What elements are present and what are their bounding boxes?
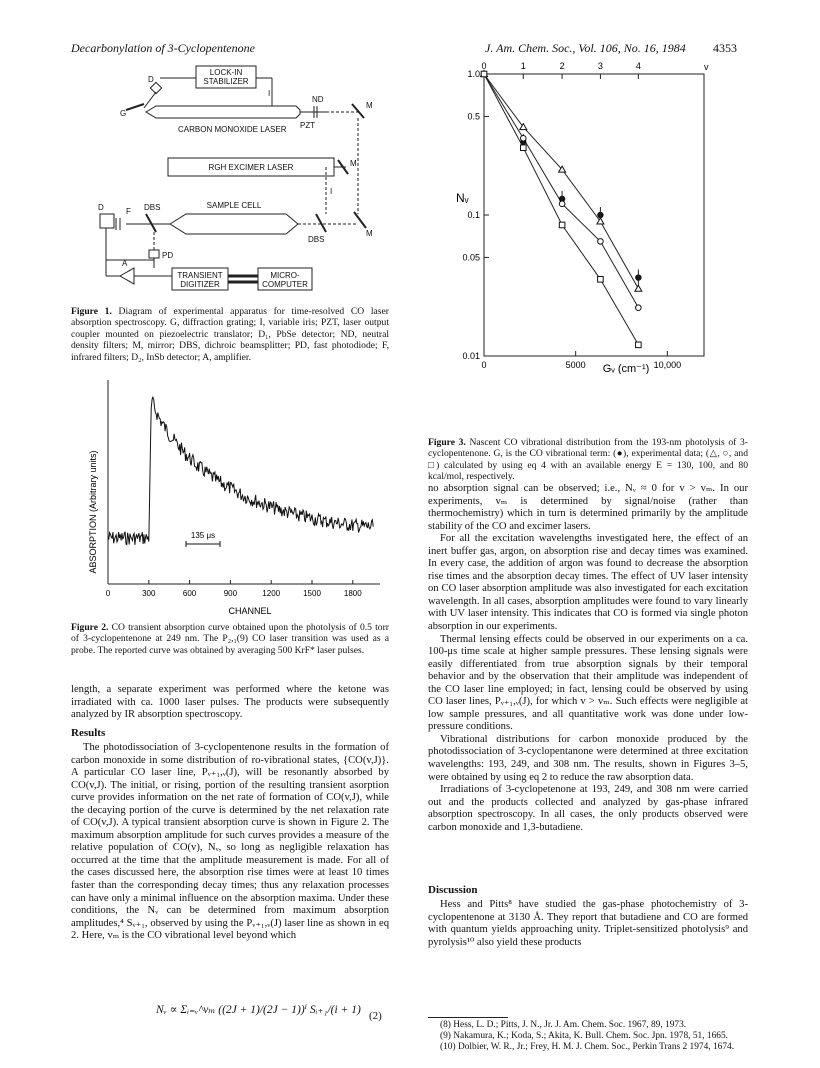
figure3-frame bbox=[484, 74, 704, 356]
right-paragraph-5: Irradiations of 3-cyclopetenone at 193, 249, and 308 nm were carried out and the products collected and analyzed by gas-phase infrared absorption spectroscopy. In all cases, the only products observed were carbon monoxide and 1,3-butadiene. bbox=[428, 784, 748, 833]
figure3-point-circle bbox=[520, 135, 526, 141]
d2-label: D bbox=[98, 203, 104, 212]
figure3-top-tick-label: 1 bbox=[520, 61, 526, 71]
figure2-transient-chart bbox=[80, 372, 390, 620]
figure1-caption bbox=[71, 306, 389, 363]
figure3-top-axis-label: v bbox=[704, 62, 709, 72]
figure2-xtick-label: 0 bbox=[105, 589, 111, 598]
mirror3-label: M bbox=[366, 229, 373, 238]
sample-cell-label: SAMPLE CELL bbox=[206, 201, 262, 210]
figure3-point-triangle bbox=[635, 285, 642, 291]
figure3-ytick-label: 0.01 bbox=[462, 351, 480, 361]
references bbox=[428, 1020, 748, 1052]
reference-8: (8) Hess, L. D.; Pitts, J. N., Jr. J. Am. Chem. Soc. 1967, 89, 1973. bbox=[440, 1020, 687, 1030]
computer-label: COMPUTER bbox=[262, 280, 308, 289]
left-column-text bbox=[71, 684, 389, 722]
figure2-transient-series bbox=[108, 397, 373, 545]
results-heading: Results bbox=[71, 727, 106, 739]
figure3-caption bbox=[428, 437, 748, 483]
figure1-apparatus-diagram bbox=[86, 64, 376, 304]
figure2-caption bbox=[71, 622, 389, 656]
amplifier-label: A bbox=[122, 259, 128, 268]
figure2-xtick-label: 600 bbox=[182, 589, 197, 598]
right-paragraph-4: Vibrational distributions for carbon monoxide produced by the photodissociation of 3-cyclopentanone were determined at three excitation wavelengths: 193, 249, and 308 nm. The results, shown in Figures 3–5, were obtained by using eq 2 to reduce the raw absorption data. bbox=[428, 733, 748, 783]
figure3-point-square bbox=[636, 342, 642, 348]
iris2-label: I bbox=[330, 187, 333, 196]
transient-label: TRANSIENT bbox=[177, 271, 223, 280]
reference-10: (10) Dolbier, W. R., Jr.; Frey, H. M. J. Chem. Soc., Perkin Trans 2 1974, 1674. bbox=[440, 1041, 735, 1052]
figure3-point-circle bbox=[636, 305, 642, 311]
pzt-label: PZT bbox=[300, 121, 316, 130]
figure3-top-tick-label: 2 bbox=[559, 61, 565, 71]
figure3-point-square bbox=[559, 222, 565, 228]
excimer-label: RGH EXCIMER LASER bbox=[208, 163, 294, 172]
dbs2-label: DBS bbox=[308, 235, 325, 244]
figure3-vibrational-chart bbox=[446, 56, 756, 374]
figure3-point-square bbox=[598, 276, 604, 282]
footnote-rule bbox=[428, 1017, 508, 1018]
co-laser-tube bbox=[146, 106, 300, 118]
figure3-ytick-label: 1.0 bbox=[467, 69, 480, 79]
figure3-ytick-label: 0.5 bbox=[467, 111, 480, 122]
digitizer-label: DIGITIZER bbox=[180, 280, 220, 289]
nd-label: ND bbox=[312, 95, 324, 104]
figure3-top-tick-label: 4 bbox=[635, 61, 641, 71]
figure2-ylabel: ABSORPTION (Arbitrary units) bbox=[88, 450, 98, 574]
figure2-xtick-label: 900 bbox=[223, 589, 238, 598]
figure2-xtick-label: 1800 bbox=[343, 589, 362, 598]
figure3-series-line bbox=[484, 74, 638, 289]
figure2-caption-label: Figure 2. bbox=[71, 622, 109, 633]
figure3-point-square bbox=[520, 145, 526, 151]
right-paragraph-1: no absorption signal can be observed; i.e., Nᵥ ≈ 0 for v > vₘ. In our experiments, vₘ is determined by signal/noise (rather than thermochemistry) which in turn is determined primarily by the amplitude stability of the CO and excimer lasers. bbox=[428, 483, 748, 532]
figure3-series-line bbox=[484, 74, 638, 345]
figure2-xtick-label: 1500 bbox=[303, 589, 321, 598]
figure3-xtick-label: 5000 bbox=[565, 360, 586, 370]
figure3-point-circle bbox=[559, 201, 565, 207]
figure3-top-tick-label: 3 bbox=[597, 61, 603, 71]
equation-2: Nᵥ ∝ Σᵢ₌ᵥ^vₘ ((2J + 1)/(2J − 1))ⁱ Sᵢ₊₁/(i + 1) bbox=[156, 1004, 361, 1016]
figure3-xtick-label: 10,000 bbox=[653, 360, 682, 370]
figure2-xlabel: CHANNEL bbox=[228, 606, 272, 616]
figure3-xtick-label: 0 bbox=[481, 360, 487, 370]
micro-label: MICRO- bbox=[270, 271, 300, 280]
results-paragraph-1: The photodissociation of 3-cyclopentenone results in the formation of carbon monoxide in some distribution of ro-vibrational states, {CO(v,J)}. A particular CO laser line, Pᵥ₊₁,ᵥ(J), will be resonantly absorbed by CO(v,J). The initial, or rising, portion of the resulting transient asorption curve provides information on the net rate of formation of CO(v,J), while the decaying portion of the curve is determined by the net relaxation rate of CO(v,J). A typical transient absorption curve is shown in Figure 2. The maximum absorption amplitude for such curves provides a measure of the relative population of CO(v), Nᵥ, so long as negligible relaxation has occurred at the time that the amplitude measurement is made. For all of the cases discussed here, the absorption rise times were at least 10 times faster than the corresponding decay times; thus any relaxation processes can have only a minimal influence on the absorption maxima. Under these conditions, the Nᵥ can be determined from maximum absorption amplitudes,⁴ Sᵥ₊₁, observed by using the Pᵥ₊₁,ᵥ(J) laser line as shown in eq 2. Here, vₘ is the CO vibrational level beyond which bbox=[71, 742, 389, 942]
figure3-caption-label: Figure 3. bbox=[428, 437, 466, 448]
intro-paragraph: length, a separate experiment was performed where the ketone was irradiated with ca. 1000 laser pulses. The products were subsequently analyzed by IR absorption spectroscopy. bbox=[71, 684, 389, 721]
right-column-text bbox=[428, 483, 748, 834]
right-paragraph-2: For all the excitation wavelengths investigated here, the effect of an inert buffer gas, argon, on absorption rise and decay times was examined. In every case, the addition of argon was found to decrease the absorption rise times and the absorption decay times. The effect of UV laser intensity on CO laser absorption amplitude was also investigated for each excitation wavelength. In all cases, absorption amplitudes were found to vary linearly with UV laser intensity. This indicates that CO is formed via single photon absorption in our experiments. bbox=[428, 533, 748, 633]
figure3-xlabel: Gᵥ (cm⁻¹) bbox=[602, 363, 650, 374]
stabilizer-label: STABILIZER bbox=[203, 77, 249, 86]
discussion-section bbox=[428, 899, 748, 949]
figure3-ylabel: Nᵥ bbox=[456, 191, 469, 205]
pd-label: PD bbox=[162, 251, 174, 260]
figure3-point-square bbox=[481, 71, 487, 77]
reference-9: (9) Nakamura, K.; Koda, S.; Akita, K. Bull. Chem. Soc. Jpn. 1978, 51, 1665. bbox=[440, 1030, 728, 1041]
figure3-caption-text: Nascent CO vibrational distribution from the 193-nm photolysis of 3-cyclopentenone. G, is the CO vibrational term: (●), experimental data; (△, ○, and □) calculated by using eq 4 with an available energy E = 130, 100, and 80 kcal/mol, respectively. bbox=[428, 437, 748, 483]
running-header-right: J. Am. Chem. Soc., Vol. 106, No. 16, 1984 bbox=[485, 41, 686, 55]
figure3-point-circle bbox=[598, 239, 604, 245]
figure2-xtick-label: 300 bbox=[142, 589, 156, 598]
dbs-label: DBS bbox=[144, 203, 161, 212]
figure1-caption-label: Figure 1. bbox=[71, 306, 112, 317]
mirror2-label: M bbox=[350, 159, 357, 168]
figure3-ytick-label: 0.1 bbox=[467, 210, 480, 220]
figure2-xtick-label: 1200 bbox=[262, 589, 281, 598]
co-laser-label: CARBON MONOXIDE LASER bbox=[178, 125, 287, 134]
g-label: G bbox=[120, 109, 127, 118]
figure3-top-tick-label: 0 bbox=[481, 61, 487, 71]
figure3-series-line bbox=[484, 74, 638, 308]
discussion-heading: Discussion bbox=[428, 884, 478, 896]
figure1-caption-text: Diagram of experimental apparatus for time-resolved CO laser absorption spectroscopy. G, diffraction grating; I, variable iris; PZT, laser output coupler mounted on piezoelectric translator; D₁, PbSe detector; ND, neutral density filters; M, mirror; DBS, dichroic beamsplitter; PD, fast photodiode; F, infrared filters; D₂, InSb detector; A, amplifier. bbox=[71, 306, 389, 363]
figure2-caption-text: CO transient absorption curve obtained upon the photolysis of 0.5 torr of 3-cyclopentenone at 249 nm. The P₂,₁(9) CO laser transition was used as a probe. The reported curve was obtained by averaging 500 KrF* laser pulses. bbox=[71, 622, 389, 656]
running-header-left: Decarbonylation of 3-Cyclopentenone bbox=[71, 41, 255, 55]
discussion-paragraph-1: Hess and Pitts⁸ have studied the gas-phase photochemistry of 3-cyclopentenone at 3130 Å. They report that butadiene and CO are formed with quantum yields approaching unity. Triplet-sensitized photolysis⁹ and pyrolysis¹⁰ also yield these products bbox=[428, 899, 748, 948]
figure2-scale-label: 135 μs bbox=[190, 531, 216, 540]
results-section bbox=[71, 742, 389, 943]
sample-cell bbox=[170, 214, 298, 234]
d1-label: D bbox=[148, 75, 154, 84]
lockin-label: LOCK-IN bbox=[209, 68, 243, 77]
mirror-label: M bbox=[366, 101, 373, 110]
page-number: 4353 bbox=[713, 41, 737, 55]
figure3-ytick-label: 0.05 bbox=[462, 252, 480, 263]
iris-label: I bbox=[268, 89, 271, 98]
equation-number: (2) bbox=[369, 1010, 382, 1022]
filter-label: F bbox=[126, 207, 131, 216]
right-paragraph-3: Thermal lensing effects could be observed in our experiments on a ca. 100-μs time scale at higher sample pressures. These lensing signals were easily differentiated from true absorption signals by their temporal behavior and by the observation that their amplitude was independent of the CO laser line employed; in fact, lensing could be observed by using CO laser lines, Pᵥ₊₁,ᵥ(J), for which v > vₘ. Such effects were negligible at low sample pressures, and all quantitative work was done under low-pressure conditions. bbox=[428, 633, 748, 733]
